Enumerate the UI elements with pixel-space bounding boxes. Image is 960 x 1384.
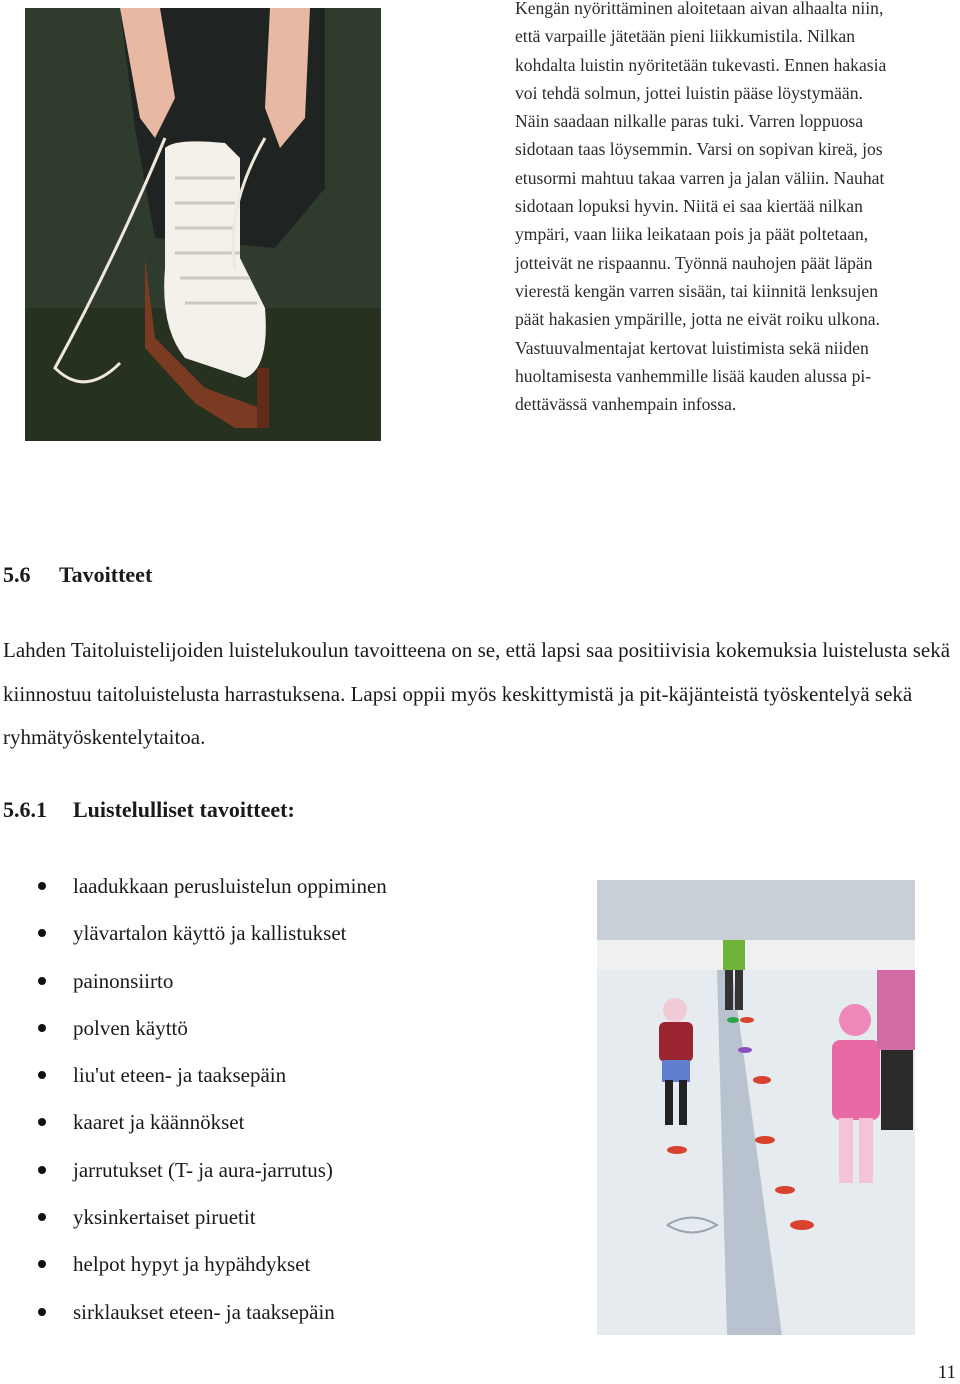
intro-line: kohdalta luistin nyöritetään tukevasti. Ennen hakasia xyxy=(515,54,887,75)
intro-line: sidotaan taas löysemmin. Varsi on sopivan kireä, jos xyxy=(515,139,883,160)
intro-line: jotteivät ne rispaannu. Työnnä nauhojen päät läpän xyxy=(515,252,873,273)
intro-line: että varpaille jätetään pieni liikkumistila. Nilkan xyxy=(515,26,856,47)
goal-list-item: painonsiirto xyxy=(0,959,387,1006)
page-number: 11 xyxy=(937,1362,956,1383)
goal-list-item: jarrutukset (T- ja aura-jarrutus) xyxy=(0,1148,387,1195)
subsection-number: 5.6.1 xyxy=(3,797,47,822)
intro-line: etusormi mahtuu takaa varren ja jalan väliin. Nauhat xyxy=(515,167,885,188)
intro-line: Kengän nyörittäminen aloitetaan aivan alhaalta niin, xyxy=(515,0,884,18)
section-title: Tavoitteet xyxy=(59,562,153,587)
goal-list-item: liu'ut eteen- ja taaksepäin xyxy=(0,1053,387,1100)
intro-line: Näin saadaan nilkalle paras tuki. Varren loppuosa xyxy=(515,111,864,132)
section-number: 5.6 xyxy=(3,562,31,587)
goal-list-item: ylävartalon käyttö ja kallistukset xyxy=(0,911,387,958)
intro-line: päät hakasien ympärille, jotta ne eivät roiku ulkona. xyxy=(515,309,880,330)
lacing-instructions-text xyxy=(515,0,960,418)
intro-line: huoltamisesta vanhemmille lisää kauden alussa pi- xyxy=(515,365,872,386)
goal-list-item: kaaret ja käännökset xyxy=(0,1100,387,1147)
skate-lacing-photo xyxy=(25,8,381,441)
subsection-heading xyxy=(3,797,295,823)
goal-list-item: polven käyttö xyxy=(0,1006,387,1053)
intro-line: sidotaan lopuksi hyvin. Niitä ei saa kiertää nilkan xyxy=(515,196,863,217)
goal-list-item: helpot hypyt ja hypähdykset xyxy=(0,1242,387,1289)
intro-line: vierestä kengän varren sisään, tai kiinnitä lenksujen xyxy=(515,280,878,301)
goal-list-item: yksinkertaiset piruetit xyxy=(0,1195,387,1242)
intro-line: voi tehdä solmun, jottei luistin pääse löystymään. xyxy=(515,82,863,103)
intro-line: Vastuuvalmentajat kertovat luistimista sekä niiden xyxy=(515,337,869,358)
subsection-title: Luistelulliset tavoitteet: xyxy=(73,797,295,822)
skating-goals-list xyxy=(0,864,387,1337)
goal-list-item: sirklaukset eteen- ja taaksepäin xyxy=(0,1290,387,1337)
ice-rink-children-photo xyxy=(597,880,915,1335)
section-heading xyxy=(3,562,152,588)
goal-list-item: laadukkaan perusluistelun oppiminen xyxy=(0,864,387,911)
intro-line: dettävässä vanhempain infossa. xyxy=(515,394,737,415)
intro-line: ympäri, vaan liika leikataan pois ja päät poltetaan, xyxy=(515,224,869,245)
section-paragraph: Lahden Taitoluistelijoiden luistelukoulun tavoitteena on se, että lapsi saa positiivisia kokemuksia luistelusta sekä kiinnostuu taitoluistelusta harrastuksena. Lapsi oppii myös keskittymistä ja pit-käjänteistä työskentelyä sekä ryhmätyöskentelytaitoa. xyxy=(3,638,951,749)
